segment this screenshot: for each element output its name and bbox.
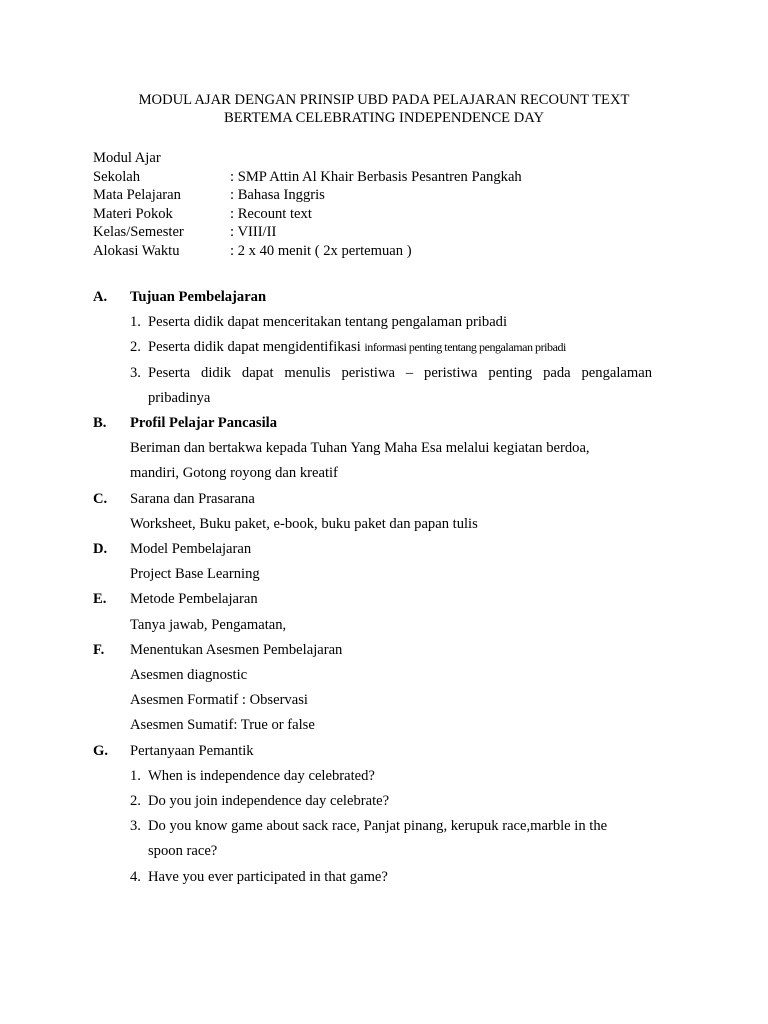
info-row-alokasi-waktu xyxy=(93,242,522,261)
section-title: Profil Pelajar Pancasila xyxy=(130,415,277,432)
section-f-heading xyxy=(93,638,652,663)
body-line: Asesmen diagnostic xyxy=(130,667,248,684)
info-value: : 2 x 40 menit ( 2x pertemuan ) xyxy=(230,242,412,259)
title-line-2: BERTEMA CELEBRATING INDEPENDENCE DAY xyxy=(223,109,545,126)
body-line: mandiri, Gotong royong dan kreatif xyxy=(130,465,338,482)
section-a-body xyxy=(130,310,652,411)
module-info xyxy=(93,149,522,261)
list-item xyxy=(130,789,652,814)
body-line: Project Base Learning xyxy=(130,566,260,583)
section-letter: A. xyxy=(93,289,108,305)
section-letter: B. xyxy=(93,415,107,432)
list-text: Peserta didik dapat mengidentifikasi xyxy=(148,339,365,356)
section-f-body xyxy=(130,663,652,739)
info-label: Sekolah xyxy=(93,168,141,185)
info-row-kelas-semester xyxy=(93,223,522,242)
body-line: Tanya jawab, Pengamatan, xyxy=(130,616,287,633)
list-number: 2. xyxy=(130,339,141,356)
info-label: Kelas/Semester xyxy=(93,224,184,241)
document-title xyxy=(0,92,768,127)
list-text-continued: pribadinya xyxy=(148,389,211,406)
list-text-continued: spoon race? xyxy=(148,843,218,860)
body-line: Beriman dan bertakwa kepada Tuhan Yang Maha Esa melalui kegiatan berdoa, xyxy=(130,440,590,457)
list-item xyxy=(130,764,652,789)
info-row-materi-pokok xyxy=(93,205,522,224)
body-line: Asesmen Sumatif: True or false xyxy=(130,717,315,734)
section-g-heading xyxy=(93,739,652,764)
section-letter: G. xyxy=(93,742,108,759)
info-value: : Recount text xyxy=(230,205,312,222)
module-heading: Modul Ajar xyxy=(93,150,161,166)
list-number: 2. xyxy=(130,793,141,810)
section-c-heading xyxy=(93,487,652,512)
section-title: Sarana dan Prasarana xyxy=(130,490,255,507)
list-text: Have you ever participated in that game? xyxy=(148,868,388,885)
section-a-heading xyxy=(93,285,652,310)
list-text-small: informasi penting tentang pengalaman pribadi xyxy=(364,340,566,355)
list-number: 4. xyxy=(130,868,141,885)
section-title: Menentukan Asesmen Pembelajaran xyxy=(130,641,343,658)
title-line-1: MODUL AJAR DENGAN PRINSIP UBD PADA PELAJARAN RECOUNT TEXT xyxy=(138,92,630,108)
info-row-sekolah xyxy=(93,168,522,187)
section-e-body xyxy=(130,613,652,638)
list-text: Do you join independence day celebrate? xyxy=(148,793,390,810)
section-d-heading xyxy=(93,537,652,562)
section-d-body xyxy=(130,562,652,587)
list-text: Peserta didik dapat menceritakan tentang pengalaman pribadi xyxy=(148,314,508,331)
info-label: Mata Pelajaran xyxy=(93,187,181,204)
section-title: Tujuan Pembelajaran xyxy=(130,289,267,305)
section-letter: E. xyxy=(93,591,107,608)
info-label: Materi Pokok xyxy=(93,205,173,222)
section-g-body xyxy=(130,764,652,890)
list-number: 1. xyxy=(130,767,141,784)
section-c-body xyxy=(130,512,652,537)
section-b-body xyxy=(130,436,652,486)
section-title: Metode Pembelajaran xyxy=(130,591,258,608)
list-text: When is independence day celebrated? xyxy=(148,767,375,784)
info-value: : Bahasa Inggris xyxy=(230,187,325,204)
list-item xyxy=(130,310,652,335)
section-title: Model Pembelajaran xyxy=(130,541,252,558)
info-label: Alokasi Waktu xyxy=(93,242,180,259)
list-item xyxy=(130,814,652,839)
module-sections xyxy=(93,285,652,890)
info-value: : SMP Attin Al Khair Berbasis Pesantren Pangkah xyxy=(230,168,522,185)
section-e-heading xyxy=(93,587,652,612)
list-number: 1. xyxy=(130,314,141,331)
info-row-mata-pelajaran xyxy=(93,186,522,205)
list-number: 3. xyxy=(130,818,141,835)
section-title: Pertanyaan Pemantik xyxy=(130,742,254,759)
section-letter: C. xyxy=(93,490,108,507)
section-letter: D. xyxy=(93,541,108,558)
info-value: : VIII/II xyxy=(230,224,277,241)
section-b-heading xyxy=(93,411,652,436)
section-letter: F. xyxy=(93,641,105,658)
list-item xyxy=(130,865,652,890)
body-line: Asesmen Formatif : Observasi xyxy=(130,692,308,709)
list-item xyxy=(130,361,652,386)
list-text: Peserta didik dapat menulis peristiwa – peristiwa penting pada pengalaman xyxy=(148,364,652,381)
list-number: 3. xyxy=(130,364,141,381)
body-line: Worksheet, Buku paket, e-book, buku paket dan papan tulis xyxy=(130,515,478,532)
list-text: Do you know game about sack race, Panjat pinang, kerupuk race,marble in the xyxy=(148,818,608,835)
list-item xyxy=(130,335,652,360)
list-text-wrapper xyxy=(148,335,652,360)
